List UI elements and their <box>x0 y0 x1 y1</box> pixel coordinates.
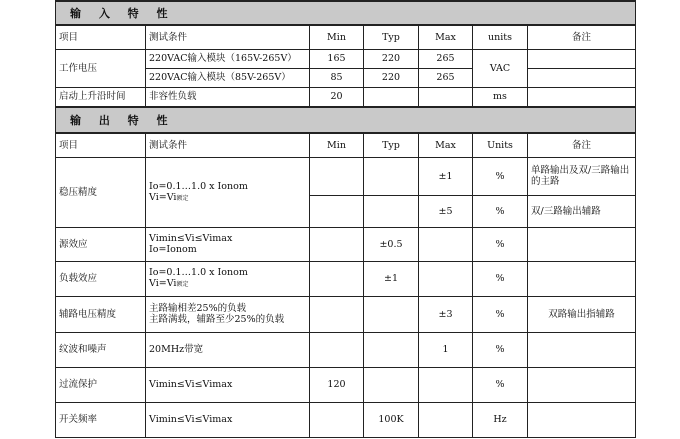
header-notes: 备注 <box>528 133 636 157</box>
row-unit: % <box>473 367 528 402</box>
condition-line: Vi=Vi <box>149 278 177 289</box>
header-notes: 备注 <box>528 25 636 49</box>
header-item: 项目 <box>56 133 146 157</box>
row-condition: 20MHz带宽 <box>146 332 310 367</box>
row-condition: 非容性负载 <box>146 87 310 107</box>
header-typ: Typ <box>364 133 419 157</box>
row-item: 启动上升沿时间 <box>56 87 146 107</box>
input-section-title: 输 入 特 性 <box>56 1 636 25</box>
row-typ <box>364 195 419 227</box>
input-section-header <box>56 1 636 25</box>
row-max: 265 <box>419 49 473 68</box>
row-min <box>310 227 364 261</box>
row-item: 开关频率 <box>56 402 146 437</box>
row-item: 负载效应 <box>56 261 146 296</box>
output-header-row <box>56 133 636 157</box>
row-note <box>528 49 636 68</box>
row-min: 165 <box>310 49 364 68</box>
row-max <box>419 227 473 261</box>
table-row <box>56 367 636 402</box>
row-min <box>310 195 364 227</box>
row-typ: ±0.5 <box>364 227 419 261</box>
row-max <box>419 261 473 296</box>
row-typ <box>364 296 419 332</box>
table-row <box>56 332 636 367</box>
row-note <box>528 332 636 367</box>
row-item: 纹波和噪声 <box>56 332 146 367</box>
row-unit: % <box>473 332 528 367</box>
row-condition <box>146 157 310 227</box>
table-row <box>56 157 636 195</box>
row-unit: Hz <box>473 402 528 437</box>
row-unit: % <box>473 157 528 195</box>
condition-line: 主路满载，辅路至少25%的负载 <box>149 314 285 325</box>
row-max: ±1 <box>419 157 473 195</box>
row-note: 双/三路输出辅路 <box>528 195 636 227</box>
row-max <box>419 87 473 107</box>
row-min <box>310 157 364 195</box>
row-min <box>310 261 364 296</box>
row-min <box>310 402 364 437</box>
condition-line: Io=0.1…1.0 x Ionom <box>149 267 248 278</box>
row-unit: % <box>473 296 528 332</box>
row-min: 20 <box>310 87 364 107</box>
spec-table <box>55 0 636 438</box>
table-row <box>56 87 636 107</box>
table-row <box>56 261 636 296</box>
row-typ: 100K <box>364 402 419 437</box>
condition-line: Vimin≤Vi≤Vimax <box>149 233 233 244</box>
row-condition: Vimin≤Vi≤Vimax <box>146 367 310 402</box>
row-typ <box>364 87 419 107</box>
input-header-row <box>56 25 636 49</box>
header-item: 项目 <box>56 25 146 49</box>
output-section-header <box>56 107 636 133</box>
header-condition: 测试条件 <box>146 25 310 49</box>
header-min: Min <box>310 133 364 157</box>
row-unit: VAC <box>473 49 528 87</box>
row-note <box>528 87 636 107</box>
row-item: 稳压精度 <box>56 157 146 227</box>
output-section-title: 输 出 特 性 <box>56 107 636 133</box>
row-typ <box>364 367 419 402</box>
table-row <box>56 49 636 68</box>
row-note <box>528 261 636 296</box>
header-typ: Typ <box>364 25 419 49</box>
row-max <box>419 367 473 402</box>
row-condition <box>146 227 310 261</box>
condition-line: Vi=Vi <box>149 191 177 203</box>
table-row <box>56 296 636 332</box>
row-note <box>528 68 636 87</box>
table-row <box>56 227 636 261</box>
row-item: 辅路电压精度 <box>56 296 146 332</box>
row-note <box>528 367 636 402</box>
row-typ <box>364 157 419 195</box>
row-note: 单路输出及双/三路输出的主路 <box>528 157 636 195</box>
spec-sheet <box>55 0 635 438</box>
row-item: 工作电压 <box>56 49 146 87</box>
row-max: ±5 <box>419 195 473 227</box>
header-units: Units <box>473 133 528 157</box>
row-typ: 220 <box>364 49 419 68</box>
row-unit: % <box>473 227 528 261</box>
row-min <box>310 332 364 367</box>
row-min: 120 <box>310 367 364 402</box>
row-typ <box>364 332 419 367</box>
row-typ: 220 <box>364 68 419 87</box>
condition-subscript: 额定 <box>176 281 189 288</box>
row-unit: ms <box>473 87 528 107</box>
row-min: 85 <box>310 68 364 87</box>
row-unit: % <box>473 195 528 227</box>
header-min: Min <box>310 25 364 49</box>
header-units: units <box>473 25 528 49</box>
condition-subscript: 额定 <box>176 194 189 202</box>
condition-line: Io=Ionom <box>149 244 197 255</box>
row-note <box>528 402 636 437</box>
row-typ: ±1 <box>364 261 419 296</box>
row-condition: 220VAC输入模块（85V-265V） <box>146 68 310 87</box>
row-max <box>419 402 473 437</box>
row-condition: Vimin≤Vi≤Vimax <box>146 402 310 437</box>
row-max: ±3 <box>419 296 473 332</box>
row-note: 双路输出指辅路 <box>528 296 636 332</box>
table-row <box>56 402 636 437</box>
row-max: 1 <box>419 332 473 367</box>
condition-line: 主路输相差25%的负载 <box>149 303 247 314</box>
row-condition: 220VAC输入模块（165V-265V） <box>146 49 310 68</box>
row-item: 源效应 <box>56 227 146 261</box>
condition-line: Io=0.1…1.0 x Ionom <box>149 180 248 192</box>
header-condition: 测试条件 <box>146 133 310 157</box>
row-note <box>528 227 636 261</box>
row-unit: % <box>473 261 528 296</box>
header-max: Max <box>419 25 473 49</box>
row-condition <box>146 296 310 332</box>
row-item: 过流保护 <box>56 367 146 402</box>
row-max: 265 <box>419 68 473 87</box>
row-condition <box>146 261 310 296</box>
row-min <box>310 296 364 332</box>
header-max: Max <box>419 133 473 157</box>
